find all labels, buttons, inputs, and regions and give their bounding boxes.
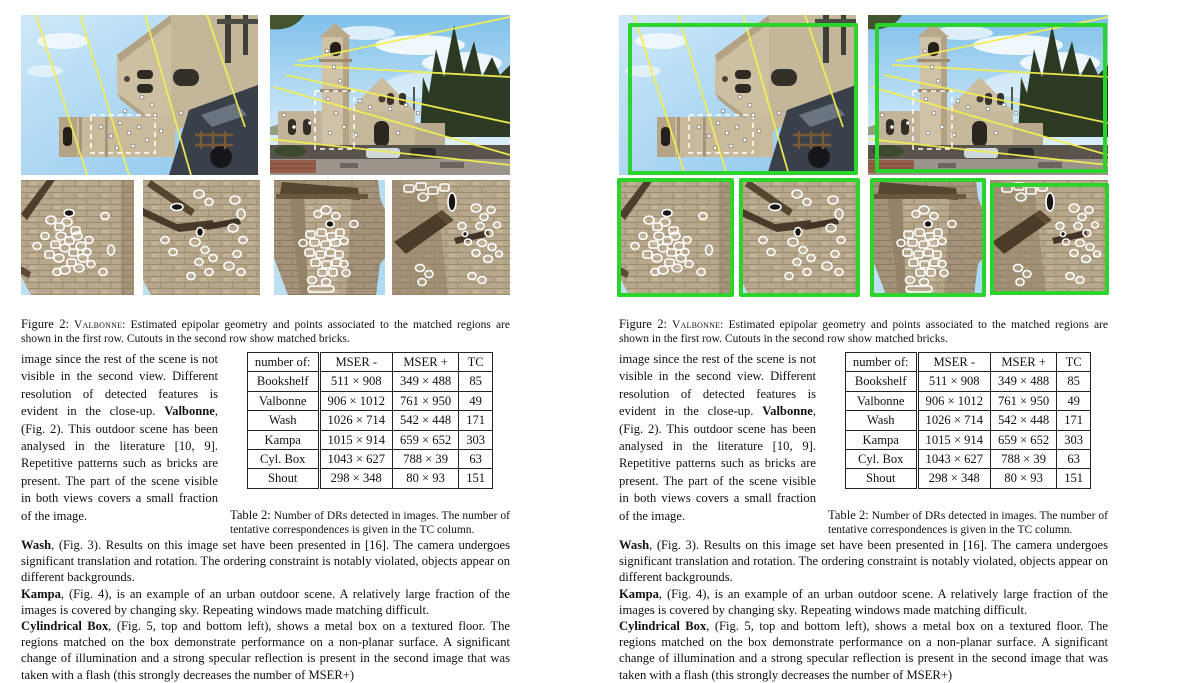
paragraph-kampa: Kampa, (Fig. 4), is an example of an urban outdoor scene. A relatively large fraction of the images is covered by changing sky. Repeating windows made matching difficult. [21, 586, 510, 617]
figure-image-corner-cutout-4 [392, 180, 510, 295]
detected-region-box [617, 178, 734, 297]
drs-count-table [845, 352, 1091, 489]
table-row: Valbonne 906 × 1012 761 × 950 49 [845, 391, 1090, 410]
col-header-tc: TC [459, 353, 493, 372]
table-caption-label: Table 2: [230, 507, 271, 522]
table-row: Wash 1026 × 714 542 × 448 171 [845, 411, 1090, 430]
paragraph-cylindrical-box: Cylindrical Box, (Fig. 5, top and bottom left), shows a metal box on a textured floor. The regions matched on the box demonstrate performance on a non-planar surface. A significant change of illumination and a strong specular reflection is present in the second image that was taken with a flash (this strongly decreases the number of MSER+) [21, 619, 510, 682]
table-caption-label: Table 2: [828, 507, 869, 522]
drs-count-table [247, 352, 493, 489]
figure2-row1 [619, 15, 1108, 175]
table-caption [230, 508, 510, 537]
table-row: Cyl. Box 1043 × 627 788 × 39 63 [247, 450, 492, 469]
detected-region-box [870, 178, 986, 297]
figure-caption-text: Estimated epipolar geometry and points associated to the matched regions are shown in the first row. Cutouts in the second row show matched bricks. [619, 319, 1108, 345]
column-text-bold: Valbonne [762, 404, 813, 419]
table-row: Bookshelf 511 × 908 349 × 488 85 [845, 372, 1090, 391]
table-caption-text: Number of DRs detected in images. The number of tentative correspondences is given in the TC column. [230, 509, 511, 536]
col-header-number-of: number of: [845, 353, 917, 372]
detected-region-box [739, 178, 860, 297]
figure-caption [21, 318, 510, 347]
table-caption-text: Number of DRs detected in images. The number of tentative correspondences is given in the TC column. [828, 509, 1109, 536]
detected-region-box [990, 183, 1109, 295]
column-text-pre: image since the rest of the scene is not visible in the second view. Different resolution of detected features is evident in the close-up. [21, 352, 218, 419]
figure-caption-label: Figure 2: [619, 317, 667, 331]
paragraph-wash: Wash, (Fig. 3). Results on this image set have been presented in [16]. The camera undergoes significant translation and rotation. The ordering constraint is notably violated, objects appear on different backgrounds. [21, 538, 510, 585]
detected-region-box [875, 23, 1107, 173]
col-header-mser-minus: MSER - [319, 353, 392, 372]
body-paragraphs [619, 537, 1108, 683]
figure-image-brick-cutout-2 [143, 180, 260, 295]
paragraph-cylindrical-box: Cylindrical Box, (Fig. 5, top and bottom left), shows a metal box on a textured floor. The regions matched on the box demonstrate performance on a non-planar surface. A significant change of illumination and a strong specular reflection is present in the second image that was taken with a flash (this strongly decreases the number of MSER+) [619, 619, 1108, 682]
figure-caption-scene-name: Valbonne: [74, 319, 126, 331]
table-row: Wash 1026 × 714 542 × 448 171 [247, 411, 492, 430]
paragraph-wash: Wash, (Fig. 3). Results on this image set have been presented in [16]. The camera undergoes significant translation and rotation. The ordering constraint is notably violated, objects appear on different backgrounds. [619, 538, 1108, 585]
table-header-row [247, 353, 492, 372]
figure-caption [619, 318, 1108, 347]
figure-image-brick-cutout-1 [21, 180, 134, 295]
col-header-number-of: number of: [247, 353, 319, 372]
table2-block [230, 352, 510, 537]
table-row: Shout 298 × 348 80 × 93 151 [247, 469, 492, 488]
table-caption [828, 508, 1108, 537]
figure-caption-text: Estimated epipolar geometry and points associated to the matched regions are shown in the first row. Cutouts in the second row show matched bricks. [21, 319, 510, 345]
figure2-row1 [21, 15, 510, 175]
column-text-post: , (Fig. 2). This outdoor scene has been analysed in the literature [10, 9]. Repetitive patterns such as bricks are present. The part of the scene visible in both views covers a small fraction of the image. [619, 404, 816, 523]
figure2-row2 [21, 180, 510, 295]
table-row: Bookshelf 511 × 908 349 × 488 85 [247, 372, 492, 391]
col-header-tc: TC [1057, 353, 1091, 372]
figure-caption-label: Figure 2: [21, 317, 69, 331]
table-header-row [845, 353, 1090, 372]
column-text-pre: image since the rest of the scene is not visible in the second view. Different resolution of detected features is evident in the close-up. [619, 352, 816, 419]
column-text-bold: Valbonne [164, 404, 215, 419]
table-row: Kampa 1015 × 914 659 × 652 303 [845, 430, 1090, 449]
table-row: Kampa 1015 × 914 659 × 652 303 [247, 430, 492, 449]
table-row: Shout 298 × 348 80 × 93 151 [845, 469, 1090, 488]
table2-block [828, 352, 1108, 537]
detected-region-box [628, 23, 858, 175]
col-header-mser-plus: MSER + [991, 353, 1057, 372]
body-column-text [619, 351, 816, 525]
body-column-text [21, 351, 218, 525]
table-row: Cyl. Box 1043 × 627 788 × 39 63 [845, 450, 1090, 469]
page-left [21, 0, 511, 682]
page-right [619, 0, 1109, 682]
body-paragraphs [21, 537, 510, 683]
paragraph-kampa: Kampa, (Fig. 4), is an example of an urban outdoor scene. A relatively large fraction of the images is covered by changing sky. Repeating windows made matching difficult. [619, 586, 1108, 617]
table-row: Valbonne 906 × 1012 761 × 950 49 [247, 391, 492, 410]
figure2-row2 [619, 180, 1108, 295]
col-header-mser-plus: MSER + [393, 353, 459, 372]
figure-image-church-upright [270, 15, 510, 175]
figure-image-tower-cutout-3 [274, 180, 385, 295]
column-text-post: , (Fig. 2). This outdoor scene has been analysed in the literature [10, 9]. Repetitive patterns such as bricks are present. The part of the scene visible in both views covers a small fraction of the image. [21, 404, 218, 523]
col-header-mser-minus: MSER - [917, 353, 990, 372]
figure-caption-scene-name: Valbonne: [672, 319, 724, 331]
figure-image-church-rotated [21, 15, 258, 175]
